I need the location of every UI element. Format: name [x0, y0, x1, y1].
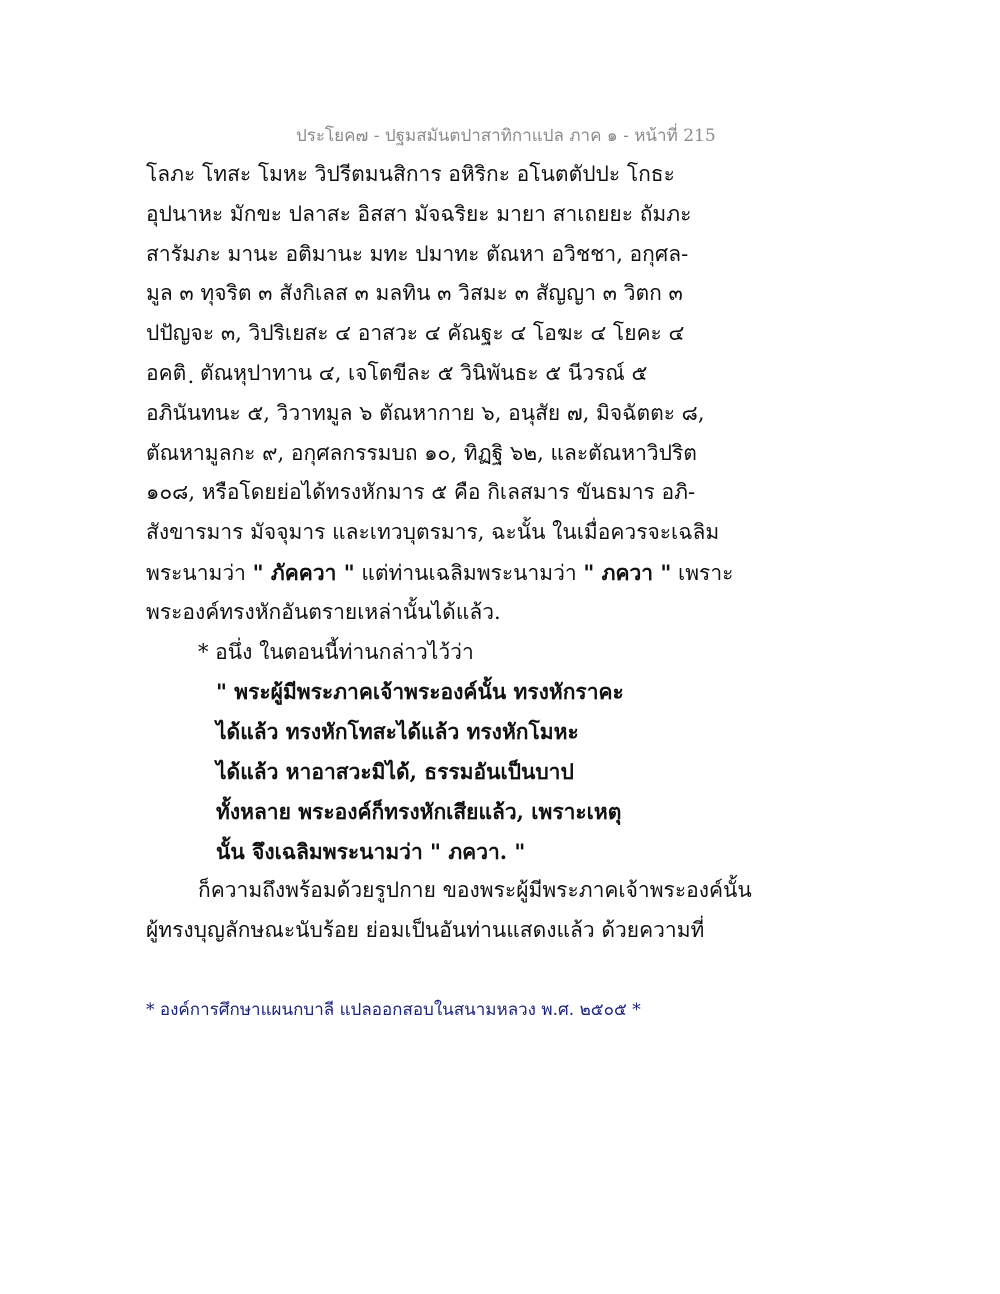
text-line: พระองค์ทรงหักอันตรายเหล่านั้นได้แล้ว.: [146, 599, 501, 624]
text-segment: แต่ท่านเฉลิมพระนามว่า: [354, 560, 584, 585]
footnote: * องค์การศึกษาแผนกบาลี แปลออกสอบในสนามหลวง พ.ศ. ๒๕๐๕ *: [146, 1000, 641, 1020]
text-line: อุปนาหะ มักขะ ปลาสะ อิสสา มัจฉริยะ มายา สาเถยยะ ถัมภะ: [146, 201, 692, 226]
page-header: ประโยค๗ - ปฐมสมันตปาสาทิกาแปล ภาค ๑ - หน้าที่ 215: [296, 126, 716, 146]
text-segment: เพราะ: [671, 560, 734, 585]
bhaggava-term: " ภัคควา ": [252, 559, 355, 585]
quote-line: ทั้งหลาย พระองค์ก็ทรงหักเสียแล้ว, เพราะเหตุ: [216, 798, 622, 824]
quote-line: ได้แล้ว หาอาสวะมิได้, ธรรมอันเป็นบาป: [216, 758, 574, 784]
text-line: * อนึ่ง ในตอนนี้ท่านกล่าวไว้ว่า: [198, 639, 474, 664]
text-segment: พระนามว่า: [146, 560, 253, 585]
text-line: [146, 553, 866, 593]
text-line: มูล ๓ ทุจริต ๓ สังกิเลส ๓ มลทิน ๓ วิสมะ ๓ สัญญา ๓ วิตก ๓: [146, 281, 683, 306]
text-line: อภินันทนะ ๕, วิวาทมูล ๖ ตัณหากาย ๖, อนุสัย ๗, มิจฉัตตะ ๘,: [146, 400, 705, 425]
quote-line: ได้แล้ว ทรงหักโทสะได้แล้ว ทรงหักโมหะ: [216, 719, 579, 745]
text-line: สังขารมาร มัจจุมาร และเทวบุตรมาร, ฉะนั้น ในเมื่อควรจะเฉลิม: [146, 520, 720, 545]
text-line: อคติ ฺ ตัณหุปาทาน ๔, เจโตขีละ ๕ วินิพันธะ ๕ นีวรณ์ ๕: [146, 360, 648, 385]
body-text: [146, 155, 866, 951]
text-line: ตัณหามูลกะ ๙, อกุศลกรรมบถ ๑๐, ทิฏฐิ ๖๒, และตัณหาวิปริต: [146, 440, 697, 465]
text-line: ๑๐๘, หรือโดยย่อได้ทรงหักมาร ๕ คือ กิเลสมาร ขันธมาร อภิ-: [146, 480, 696, 505]
quote-line: นั้น จึงเฉลิมพระนามว่า " ภควา. ": [216, 838, 526, 864]
bhagava-term: " ภควา ": [583, 559, 672, 585]
text-line: ก็ความถึงพร้อมด้วยรูปกาย ของพระผู้มีพระภาคเจ้าพระองค์นั้น: [198, 878, 752, 903]
text-line: ปปัญจะ ๓, วิปริเยสะ ๔ อาสวะ ๔ คัณฐะ ๔ โอฆะ ๔ โยคะ ๔: [146, 321, 685, 346]
text-line: ผู้ทรงบุญลักษณะนับร้อย ย่อมเป็นอันท่านแสดงแล้ว ด้วยความที่: [146, 918, 705, 943]
text-line: โลภะ โทสะ โมหะ วิปรีตมนสิการ อหิริกะ อโนตตัปปะ โกธะ: [146, 162, 675, 186]
text-line: สารัมภะ มานะ อติมานะ มทะ ปมาทะ ตัณหา อวิชชา, อกุศล-: [146, 241, 689, 266]
quote-line: " พระผู้มีพระภาคเจ้าพระองค์นั้น ทรงหักราคะ: [216, 679, 624, 705]
